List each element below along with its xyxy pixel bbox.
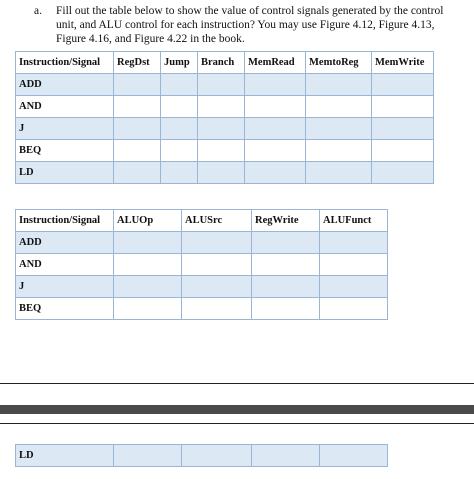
table-cell[interactable]	[372, 118, 434, 140]
table-cell[interactable]	[306, 140, 372, 162]
header-instruction-signal: Instruction/Signal	[16, 52, 114, 74]
table-row	[16, 445, 388, 467]
table-cell[interactable]	[252, 445, 320, 467]
page-divider-line	[0, 423, 474, 424]
table-cell[interactable]	[114, 445, 182, 467]
row-label: J	[16, 276, 114, 298]
table-cell[interactable]	[252, 298, 320, 320]
table-row	[16, 118, 434, 140]
table-cell[interactable]	[198, 118, 245, 140]
table-cell[interactable]	[161, 118, 198, 140]
table-cell[interactable]	[161, 162, 198, 184]
table-cell[interactable]	[114, 140, 161, 162]
table-cell[interactable]	[252, 232, 320, 254]
row-label: ADD	[16, 232, 114, 254]
table-cell[interactable]	[114, 96, 161, 118]
question-line-3: Figure 4.16, and Figure 4.22 in the book.	[56, 33, 245, 45]
page-break-bar	[0, 405, 474, 414]
question-text	[34, 4, 464, 46]
table-cell[interactable]	[320, 276, 388, 298]
page-divider-line	[0, 383, 474, 384]
table-cell[interactable]	[320, 298, 388, 320]
control-signals-table	[15, 51, 434, 184]
header-regdst: RegDst	[114, 52, 161, 74]
table-cell[interactable]	[245, 74, 306, 96]
header-instruction-signal: Instruction/Signal	[16, 210, 114, 232]
table-row	[16, 254, 388, 276]
table-cell[interactable]	[114, 276, 182, 298]
question-line-2: unit, and ALU control for each instruction? You may use Figure 4.12, Figure 4.13,	[56, 19, 435, 31]
table-cell[interactable]	[198, 96, 245, 118]
table-cell[interactable]	[114, 118, 161, 140]
table-cell[interactable]	[252, 276, 320, 298]
table-cell[interactable]	[306, 118, 372, 140]
header-memread: MemRead	[245, 52, 306, 74]
row-label: J	[16, 118, 114, 140]
table-cell[interactable]	[320, 254, 388, 276]
header-regwrite: RegWrite	[252, 210, 320, 232]
row-label: AND	[16, 96, 114, 118]
table-cell[interactable]	[372, 162, 434, 184]
row-label: BEQ	[16, 140, 114, 162]
header-branch: Branch	[198, 52, 245, 74]
table-header-row	[16, 52, 434, 74]
table-cell[interactable]	[161, 96, 198, 118]
table-cell[interactable]	[372, 96, 434, 118]
row-label: LD	[16, 445, 114, 467]
table-cell[interactable]	[114, 298, 182, 320]
table-cell[interactable]	[252, 254, 320, 276]
table-row	[16, 74, 434, 96]
header-aluop: ALUOp	[114, 210, 182, 232]
table-cell[interactable]	[182, 254, 252, 276]
table-cell[interactable]	[114, 254, 182, 276]
table-cell[interactable]	[198, 140, 245, 162]
row-label: BEQ	[16, 298, 114, 320]
table-cell[interactable]	[198, 162, 245, 184]
header-memwrite: MemWrite	[372, 52, 434, 74]
table-cell[interactable]	[161, 74, 198, 96]
row-label: ADD	[16, 74, 114, 96]
header-memtoreg: MemtoReg	[306, 52, 372, 74]
alu-control-table-continued	[15, 444, 388, 467]
header-jump: Jump	[161, 52, 198, 74]
table-row	[16, 96, 434, 118]
table-cell[interactable]	[182, 232, 252, 254]
row-label: LD	[16, 162, 114, 184]
table-cell[interactable]	[306, 162, 372, 184]
table-cell[interactable]	[320, 232, 388, 254]
table-cell[interactable]	[245, 162, 306, 184]
header-alusrc: ALUSrc	[182, 210, 252, 232]
table-cell[interactable]	[245, 140, 306, 162]
table-row	[16, 162, 434, 184]
table-cell[interactable]	[182, 445, 252, 467]
question-line-1: Fill out the table below to show the value of control signals generated by the control	[56, 5, 444, 17]
table-cell[interactable]	[161, 140, 198, 162]
header-alufunct: ALUFunct	[320, 210, 388, 232]
table-cell[interactable]	[198, 74, 245, 96]
table-cell[interactable]	[114, 162, 161, 184]
table-header-row	[16, 210, 388, 232]
table-row	[16, 140, 434, 162]
table-cell[interactable]	[114, 74, 161, 96]
table-row	[16, 232, 388, 254]
table-cell[interactable]	[306, 74, 372, 96]
table-cell[interactable]	[372, 140, 434, 162]
table-row	[16, 298, 388, 320]
table-cell[interactable]	[114, 232, 182, 254]
table-row	[16, 276, 388, 298]
table-cell[interactable]	[245, 118, 306, 140]
table-cell[interactable]	[182, 298, 252, 320]
table-cell[interactable]	[306, 96, 372, 118]
table-cell[interactable]	[182, 276, 252, 298]
alu-control-table	[15, 209, 388, 320]
question-marker: a.	[34, 5, 42, 17]
table-cell[interactable]	[320, 445, 388, 467]
row-label: AND	[16, 254, 114, 276]
table-cell[interactable]	[372, 74, 434, 96]
table-cell[interactable]	[245, 96, 306, 118]
